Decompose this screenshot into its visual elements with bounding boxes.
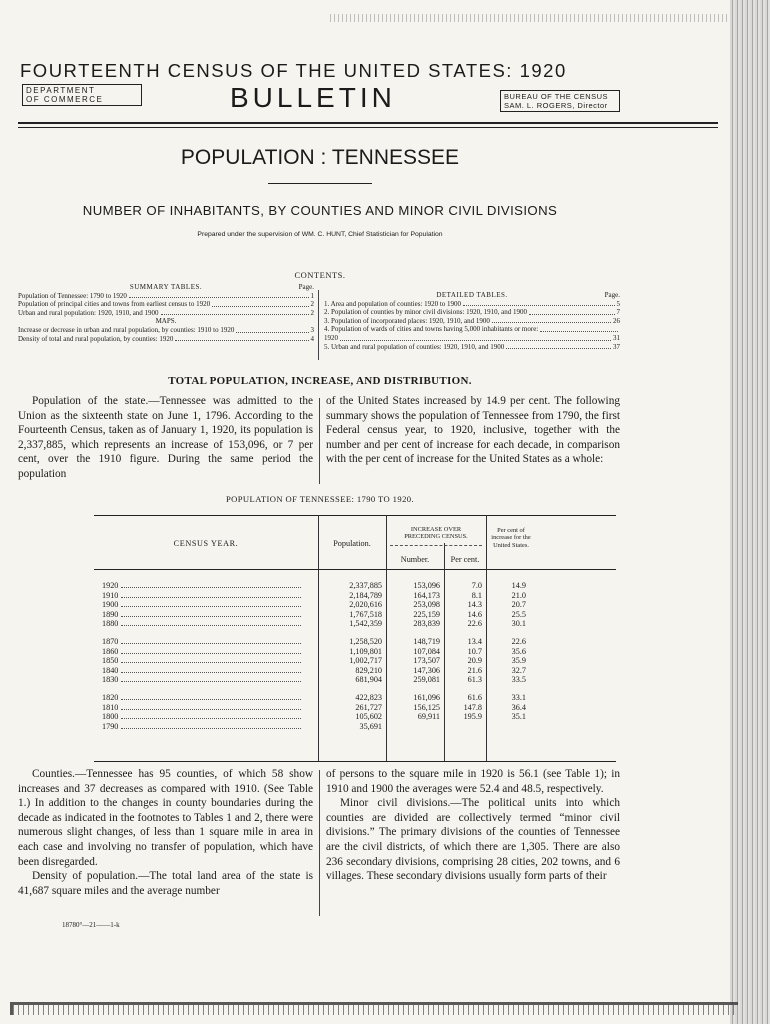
census-title: FOURTEENTH CENSUS OF THE UNITED STATES: 1920	[20, 60, 567, 81]
header-rule-2	[18, 127, 718, 128]
header-us-per-cent: Per cent of increase for the United States.	[491, 527, 531, 549]
detailed-entry	[324, 325, 620, 334]
cell-number: 253,098	[413, 600, 440, 610]
table-row-year	[102, 666, 314, 676]
year-leader	[121, 699, 301, 700]
cell-number: 164,173	[413, 590, 440, 600]
cell-population: 1,002,717	[349, 656, 382, 666]
table-row-year	[102, 647, 314, 657]
lower-column-divider	[319, 770, 320, 916]
table-row-year	[102, 637, 314, 647]
prepared-by: Prepared under the supervision of WM. C. HUNT, Chief Statistician for Population	[197, 231, 443, 238]
cell-us: 35.1	[511, 712, 526, 722]
cell-number: 173,507	[413, 656, 440, 666]
year-cell: 1890	[102, 609, 119, 619]
header-increase-group: INCREASE OVER PRECEDING CENSUS.	[404, 526, 468, 541]
map-entry	[18, 326, 314, 335]
table-row-year	[102, 722, 314, 732]
cell-population: 2,184,789	[349, 590, 382, 600]
page-subtitle: NUMBER OF INHABITANTS, BY COUNTIES AND MINOR CIVIL DIVISIONS	[82, 203, 558, 218]
lower-right-column	[326, 767, 620, 884]
year-leader	[121, 672, 301, 673]
maps-list	[18, 326, 314, 343]
table-row-year	[102, 619, 314, 629]
cell-per-cent: 13.4	[467, 637, 482, 646]
cell-us: 30.1	[511, 619, 526, 629]
detailed-entry-leader	[529, 308, 615, 315]
detailed-entry-text: 1. Area and population of counties: 1920 to 1900	[324, 299, 462, 308]
cell-population: 2,020,616	[349, 600, 382, 610]
cell-per-cent: 14.6	[467, 609, 482, 619]
detailed-entry-text: 5. Urban and rural population of counties: 1920, 1910, and 1900	[324, 342, 505, 351]
cell-us: 32.7	[511, 665, 526, 675]
year-cell: 1880	[102, 619, 119, 629]
department-line-1: DEPARTMENT	[26, 86, 96, 95]
table-vline-4	[486, 515, 487, 761]
table-row-year	[102, 610, 314, 620]
maps-heading: MAPS.	[155, 317, 177, 326]
detailed-entry-leader	[540, 325, 618, 332]
cell-number: 259,081	[413, 675, 440, 685]
header-rule-1	[18, 122, 718, 124]
summary-tables-heading: SUMMARY TABLES.	[129, 283, 203, 291]
cell-per-cent: 61.6	[467, 693, 482, 702]
map-entry-text: Increase or decrease in urban and rural population, by counties: 1910 to 1920	[18, 325, 235, 334]
year-leader	[121, 587, 301, 588]
cell-population: 2,337,885	[349, 581, 382, 590]
cell-number: 156,125	[413, 702, 440, 712]
header-census-year: CENSUS YEAR.	[173, 539, 239, 548]
detailed-entry-page: 26	[613, 316, 620, 325]
summary-entry-page: 2	[310, 300, 314, 309]
summary-entry-page: 1	[310, 291, 314, 300]
cell-per-cent: 22.6	[467, 619, 482, 629]
intro-right-column	[326, 394, 620, 467]
bureau-box	[500, 90, 620, 112]
cell-population: 35,691	[359, 721, 382, 731]
detailed-contents	[324, 291, 620, 351]
header-increase-rule	[390, 545, 482, 546]
year-leader	[121, 653, 301, 654]
header-population: Population.	[333, 539, 371, 548]
counties-paragraph: Counties.—Tennessee has 95 counties, of which 58 show increases and 37 decreases as compared with 1910. (See Table 1.) In addition to the changes in county boundaries during the decade as indicated in the footnotes to Tables 1 and 2, there were numerous slight changes, of less than 1 square mile in area in each case and involving no transfer of population, which have been disregarded.	[18, 768, 313, 868]
summary-entry-text: Urban and rural population: 1920, 1910, and 1900	[18, 308, 159, 317]
detailed-entry-page: 37	[613, 342, 620, 351]
density-paragraph: Density of population.—The total land area of the state is 41,687 square miles and the average number	[18, 870, 313, 897]
year-cell: 1810	[102, 702, 119, 712]
detailed-entry-text: 4. Population of wards of cities and towns having 5,000 inhabitants or more:	[324, 325, 539, 334]
population-table	[94, 515, 616, 763]
section-heading: TOTAL POPULATION, INCREASE, AND DISTRIBUTION.	[168, 375, 472, 387]
summary-entry-text: Population of principal cities and towns from earliest census to 1920	[18, 300, 211, 309]
cell-population: 829,210	[355, 665, 382, 675]
cell-number: 147,306	[413, 665, 440, 675]
year-leader	[121, 606, 301, 607]
table-title: POPULATION OF TENNESSEE: 1790 TO 1920.	[225, 494, 415, 504]
cell-us: 20.7	[511, 600, 526, 610]
detailed-entry-leader	[506, 343, 611, 350]
year-cell: 1900	[102, 600, 119, 610]
cell-per-cent: 20.9	[467, 656, 482, 666]
detailed-entry	[324, 300, 620, 309]
cell-us: 35.6	[511, 646, 526, 656]
scan-edge-strip	[730, 0, 770, 1024]
table-row-year	[102, 712, 314, 722]
scan-top-noise	[330, 14, 730, 22]
cell-number: 153,096	[413, 581, 440, 590]
detailed-entry-text: 3. Population of incorporated places: 1920, 1910, and 1900	[324, 316, 490, 325]
contents-divider	[318, 290, 319, 360]
year-leader	[121, 643, 301, 644]
table-row-year	[102, 703, 314, 713]
year-leader	[121, 681, 301, 682]
cell-per-cent: 147.8	[463, 702, 482, 712]
intro-right-paragraph: of the United States increased by 14.9 per cent. The following summary shows the population of Tennessee from 1790, the first Federal census year, to 1920, inclusive, together with the number and per cent of increase for each decade, in comparison with the per cent of increase for the United States as a whole:	[326, 395, 620, 466]
table-row-year	[102, 675, 314, 685]
cell-us: 21.0	[511, 590, 526, 600]
cell-per-cent: 61.3	[467, 675, 482, 685]
summary-entry-leader	[129, 292, 309, 299]
year-leader	[121, 597, 301, 598]
cell-population: 1,767,518	[349, 609, 382, 619]
detailed-entry	[324, 343, 620, 352]
page-title: POPULATION : TENNESSEE	[180, 146, 460, 169]
year-cell: 1790	[102, 721, 119, 731]
year-cell: 1800	[102, 712, 119, 722]
detailed-entry-leader	[463, 300, 614, 307]
cell-per-cent: 10.7	[467, 646, 482, 656]
intro-left-column	[18, 394, 313, 482]
summary-entry-leader	[161, 309, 309, 316]
cell-per-cent: 7.0	[471, 581, 482, 590]
table-row-year	[102, 591, 314, 601]
detailed-entry	[324, 334, 620, 343]
cell-us: 33.1	[511, 693, 526, 702]
detailed-entry-page: 31	[613, 333, 620, 342]
year-cell: 1860	[102, 646, 119, 656]
summary-contents	[18, 283, 314, 343]
cell-number: 283,839	[413, 619, 440, 629]
summary-entry-text: Population of Tennessee: 1790 to 1920	[18, 291, 127, 300]
detailed-entry	[324, 317, 620, 326]
detailed-page-label: Page.	[604, 291, 620, 299]
summary-entry	[18, 300, 314, 309]
contents-heading: CONTENTS.	[294, 270, 346, 280]
year-cell: 1830	[102, 675, 119, 685]
table-row-year	[102, 656, 314, 666]
summary-list	[18, 292, 314, 318]
year-leader	[121, 709, 301, 710]
map-entry-page: 4	[310, 334, 314, 343]
cell-number: 69,911	[417, 712, 440, 722]
cell-population: 105,602	[355, 712, 382, 722]
map-entry-leader	[236, 326, 308, 333]
cell-number: 225,159	[413, 609, 440, 619]
cell-population: 261,727	[355, 702, 382, 712]
detailed-tables-heading: DETAILED TABLES.	[436, 291, 508, 299]
header-per-cent: Per cent.	[450, 555, 480, 564]
year-leader	[121, 728, 301, 729]
year-cell: 1910	[102, 590, 119, 600]
cell-per-cent: 21.6	[467, 665, 482, 675]
detailed-entry-text: 1920	[324, 333, 338, 342]
bureau-line-1: BUREAU OF THE CENSUS	[504, 92, 609, 101]
cell-per-cent: 8.1	[471, 590, 482, 600]
detailed-entry	[324, 308, 620, 317]
summary-page-label: Page.	[298, 283, 314, 291]
table-vline-2	[386, 515, 387, 761]
map-entry-page: 3	[310, 325, 314, 334]
cell-per-cent: 195.9	[463, 712, 482, 722]
summary-entry-leader	[212, 300, 308, 307]
summary-entry-page: 2	[310, 308, 314, 317]
cell-us: 33.5	[511, 675, 526, 685]
cell-number: 148,719	[413, 637, 440, 646]
detailed-entry-leader	[492, 317, 611, 324]
cell-per-cent	[446, 722, 482, 732]
density-continued-paragraph: of persons to the square mile in 1920 is 56.1 (see Table 1); in 1910 and 1900 the averages were 52.4 and 48.5, respectively.	[326, 768, 620, 795]
detailed-entry-page: 7	[616, 308, 620, 317]
year-cell: 1870	[102, 637, 119, 646]
table-row-year	[102, 581, 314, 591]
lower-left-column	[18, 767, 313, 898]
table-top-rule	[94, 515, 616, 516]
year-cell: 1920	[102, 581, 119, 590]
table-bottom-rule	[94, 761, 616, 762]
table-vline-3	[444, 543, 445, 761]
table-row-year	[102, 693, 314, 703]
intro-column-divider	[319, 398, 320, 484]
summary-entry	[18, 309, 314, 318]
cell-population: 681,904	[355, 675, 382, 685]
cell-us: 14.9	[511, 581, 526, 590]
department-box	[22, 84, 142, 106]
year-cell: 1840	[102, 665, 119, 675]
detailed-list	[324, 300, 620, 352]
department-line-2: OF COMMERCE	[26, 95, 104, 104]
bulletin-title: BULLETIN	[230, 82, 396, 113]
year-leader	[121, 718, 301, 719]
cell-number: 107,084	[413, 646, 440, 656]
header-number: Number.	[400, 555, 430, 564]
year-cell: 1850	[102, 656, 119, 666]
cell-us	[488, 722, 526, 732]
cell-population: 1,109,801	[349, 646, 382, 656]
map-entry-text: Density of total and rural population, by counties: 1920	[18, 334, 174, 343]
table-row-year	[102, 600, 314, 610]
cell-per-cent: 14.3	[467, 600, 482, 610]
cell-us: 36.4	[511, 702, 526, 712]
detailed-entry-text: 2. Population of counties by minor civil divisions: 1920, 1910, and 1900	[324, 308, 527, 317]
bureau-line-2: SAM. L. ROGERS, Director	[504, 101, 608, 110]
map-entry-leader	[175, 335, 308, 342]
title-rule	[268, 183, 372, 184]
cell-number: 161,096	[413, 693, 440, 702]
footer-code: 18780°—21——1-k	[62, 921, 120, 929]
cell-us: 25.5	[511, 609, 526, 619]
cell-us: 35.9	[511, 656, 526, 666]
intro-left-paragraph: Population of the state.—Tennessee was admitted to the Union as the sixteenth state on June 1, 1796. According to the Fourteenth Census, taken as of January 1, 1920, its population is 2,337,885, which represents an increase of 153,096, or 7 per cent, over the 1910 figure. During the same period the population	[18, 395, 313, 480]
year-leader	[121, 616, 301, 617]
map-entry	[18, 335, 314, 344]
summary-entry	[18, 292, 314, 301]
cell-population: 1,542,359	[349, 619, 382, 629]
cell-number	[388, 722, 440, 732]
cell-population: 422,823	[355, 693, 382, 702]
detailed-entry-leader	[340, 334, 611, 341]
cell-us: 22.6	[511, 637, 526, 646]
detailed-entry-page: 5	[616, 299, 620, 308]
table-vline-1	[318, 515, 319, 761]
cell-population: 1,258,520	[349, 637, 382, 646]
scan-bottom-border	[10, 1002, 738, 1015]
year-leader	[121, 625, 301, 626]
minor-civil-divisions-paragraph: Minor civil divisions.—The political units into which counties are divided are collectively termed “minor civil divisions.” The primary divisions of the counties of Tennessee are the civil districts, of which there are 1,305. There are also 236 secondary divisions, comprising 28 cities, 202 towns, and 6 villages. These secondary divisions usually form parts of their	[326, 797, 620, 883]
year-cell: 1820	[102, 693, 119, 702]
year-leader	[121, 662, 301, 663]
table-header-rule	[94, 569, 616, 570]
